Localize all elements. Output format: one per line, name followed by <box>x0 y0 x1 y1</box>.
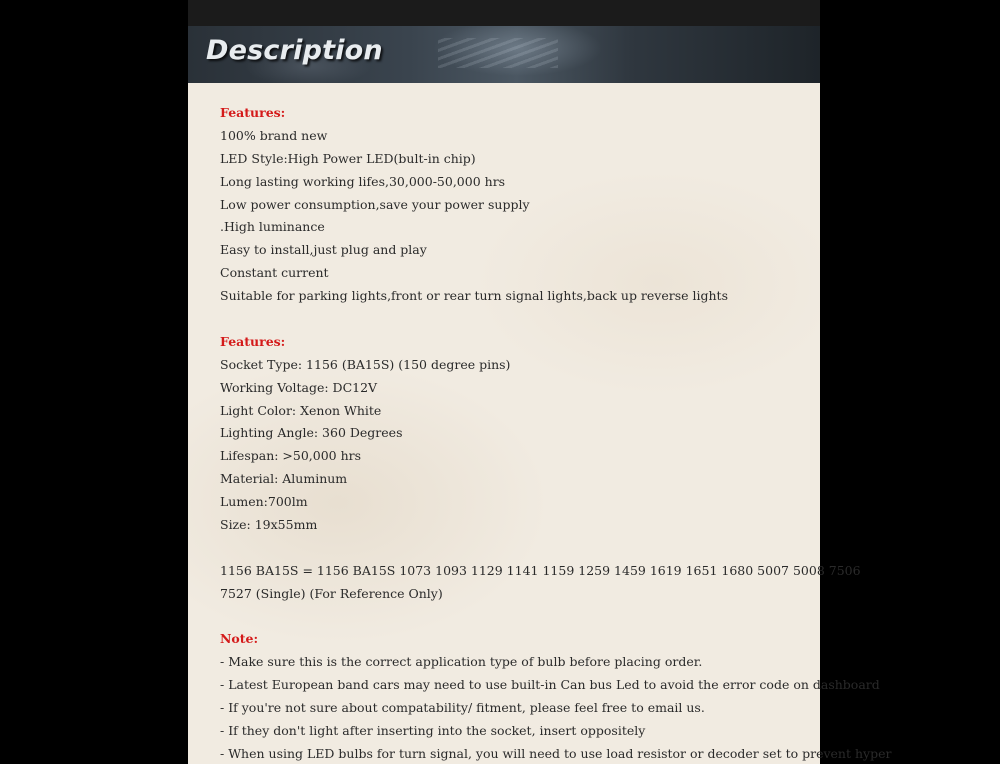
note-line: - When using LED bulbs for turn signal, you will need to use load resistor or decoder set to prevent hyper <box>220 745 892 761</box>
note-line: - If you're not sure about compatability/ fitment, please feel free to email us. <box>220 700 705 716</box>
description-content <box>220 102 892 764</box>
spec-line: Light Color: Xenon White <box>220 402 382 418</box>
feature-line: Easy to install,just plug and play <box>220 242 427 258</box>
section-specifications <box>220 331 810 537</box>
note-line: - If they don't light after inserting into the socket, insert oppositely <box>220 723 646 739</box>
compatibility-line: 1156 BA15S = 1156 BA15S 1073 1093 1129 1141 1159 1259 1459 1619 1651 1680 5007 5008 7506 <box>220 562 861 578</box>
section-heading: Features: <box>220 105 286 120</box>
description-paper <box>188 83 892 764</box>
spec-line: Socket Type: 1156 (BA15S) (150 degree pins) <box>220 356 511 372</box>
section-compatibility <box>220 560 861 606</box>
banner-texture <box>438 38 558 68</box>
section-note <box>220 628 892 764</box>
spec-line: Material: Aluminum <box>220 471 348 487</box>
spec-line: Working Voltage: DC12V <box>220 379 378 395</box>
feature-line: LED Style:High Power LED(bult-in chip) <box>220 150 476 166</box>
section-gap <box>220 537 810 560</box>
section-heading: Note: <box>220 631 259 647</box>
feature-line: Suitable for parking lights,front or rear turn signal lights,back up reverse lights <box>220 288 728 304</box>
spec-line: Lighting Angle: 360 Degrees <box>220 425 403 441</box>
spec-line: Lumen:700lm <box>220 494 308 510</box>
description-column <box>188 0 892 764</box>
feature-line: Constant current <box>220 265 329 281</box>
note-line: - Latest European band cars may need to use built-in Can bus Led to avoid the error code on dashboard <box>220 677 880 693</box>
section-gap <box>220 606 810 629</box>
description-banner <box>188 26 820 83</box>
section-features <box>220 102 810 308</box>
top-strip <box>188 0 820 26</box>
spec-line: Size: 19x55mm <box>220 517 318 533</box>
section-heading: Features: <box>220 333 286 349</box>
feature-line: 100% brand new <box>220 127 328 143</box>
note-line: - Make sure this is the correct application type of bulb before placing order. <box>220 654 703 670</box>
feature-line: .High luminance <box>220 219 325 235</box>
spec-line: Lifespan: >50,000 hrs <box>220 448 362 464</box>
feature-line: Long lasting working lifes,30,000-50,000 hrs <box>220 173 506 189</box>
feature-line: Low power consumption,save your power supply <box>220 196 530 212</box>
banner-title: Description <box>206 35 383 66</box>
section-gap <box>220 308 810 331</box>
compatibility-line: 7527 (Single) (For Reference Only) <box>220 585 443 601</box>
